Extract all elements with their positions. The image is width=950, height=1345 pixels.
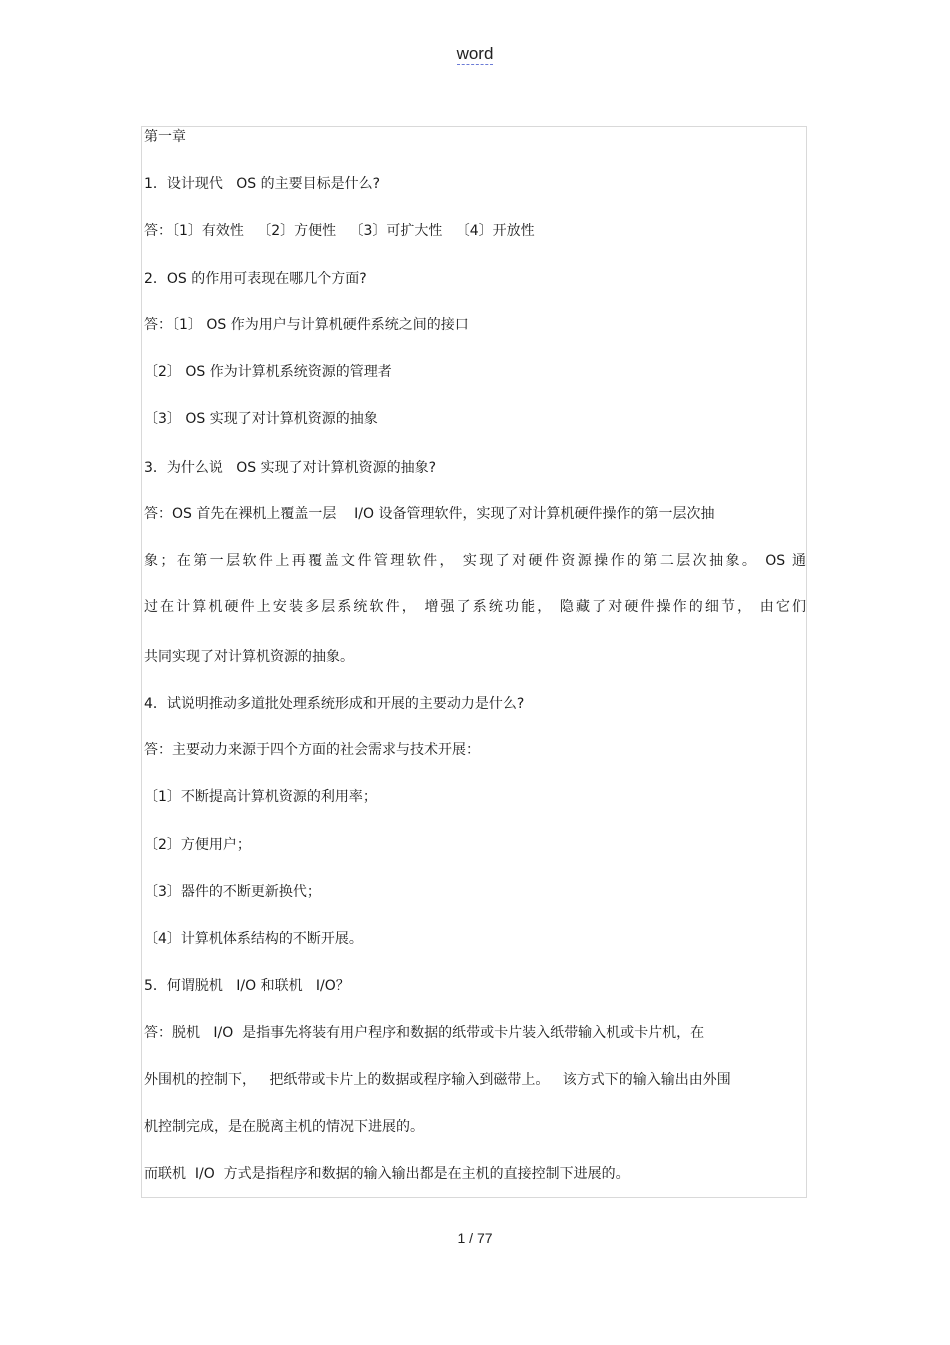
answer-4-line-5: 〔4〕计算机体系结构的不断开展。 bbox=[144, 931, 363, 947]
answer-4-line-2: 〔1〕不断提高计算机资源的利用率； bbox=[144, 789, 377, 805]
answer-1: 答：〔1〕有效性 〔2〕方便性 〔3〕可扩大性 〔4〕开放性 bbox=[144, 223, 535, 239]
answer-5-line-3: 机控制完成，是在脱离主机的情况下进展的。 bbox=[144, 1119, 424, 1135]
answer-2-line-2: 〔2〕 OS 作为计算机系统资源的管理者 bbox=[144, 364, 392, 380]
answer-2-line-3: 〔3〕 OS 实现了对计算机资源的抽象 bbox=[144, 411, 378, 427]
answer-4-line-3: 〔2〕方便用户； bbox=[144, 837, 251, 853]
question-2: 2．OS 的作用可表现在哪几个方面? bbox=[144, 271, 367, 287]
answer-3-line-2: 象；在第一层软件上再覆盖文件管理软件， 实现了对硬件资源操作的第二层次抽象。 OS 通 bbox=[144, 553, 806, 569]
answer-4-line-4: 〔3〕器件的不断更新换代； bbox=[144, 884, 321, 900]
question-4: 4．试说明推动多道批处理系统形成和开展的主要动力是什么? bbox=[144, 696, 525, 712]
question-1: 1．设计现代 OS 的主要目标是什么? bbox=[144, 176, 381, 192]
answer-4-line-1: 答：主要动力来源于四个方面的社会需求与技术开展： bbox=[144, 742, 480, 758]
header-title-text: word bbox=[456, 44, 494, 63]
answer-3-line-3: 过在计算机硬件上安装多层系统软件， 增强了系统功能， 隐藏了对硬件操作的细节， 由它们 bbox=[144, 599, 806, 615]
question-5: 5．何谓脱机 I/O 和联机 I/O？ bbox=[144, 978, 350, 994]
answer-3-line-1: 答：OS 首先在裸机上覆盖一层 I/O 设备管理软件，实现了对计算机硬件操作的第一层次抽 bbox=[144, 506, 715, 522]
answer-5-line-2: 外围机的控制下， 把纸带或卡片上的数据或程序输入到磁带上。 该方式下的输入输出由外围 bbox=[144, 1072, 731, 1088]
answer-5-line-4: 而联机 I/O 方式是指程序和数据的输入输出都是在主机的直接控制下进展的。 bbox=[144, 1166, 630, 1182]
question-3: 3．为什么说 OS 实现了对计算机资源的抽象? bbox=[144, 460, 437, 476]
page-number: 1 / 77 bbox=[457, 1230, 493, 1246]
document-header-title bbox=[0, 44, 950, 64]
answer-3-line-4: 共同实现了对计算机资源的抽象。 bbox=[144, 649, 354, 665]
chapter-heading: 第一章 bbox=[144, 129, 186, 145]
answer-5-line-1: 答：脱机 I/O 是指事先将装有用户程序和数据的纸带或卡片装入纸带输入机或卡片机，在 bbox=[144, 1025, 705, 1041]
answer-2-line-1: 答：〔1〕 OS 作为用户与计算机硬件系统之间的接口 bbox=[144, 317, 469, 333]
